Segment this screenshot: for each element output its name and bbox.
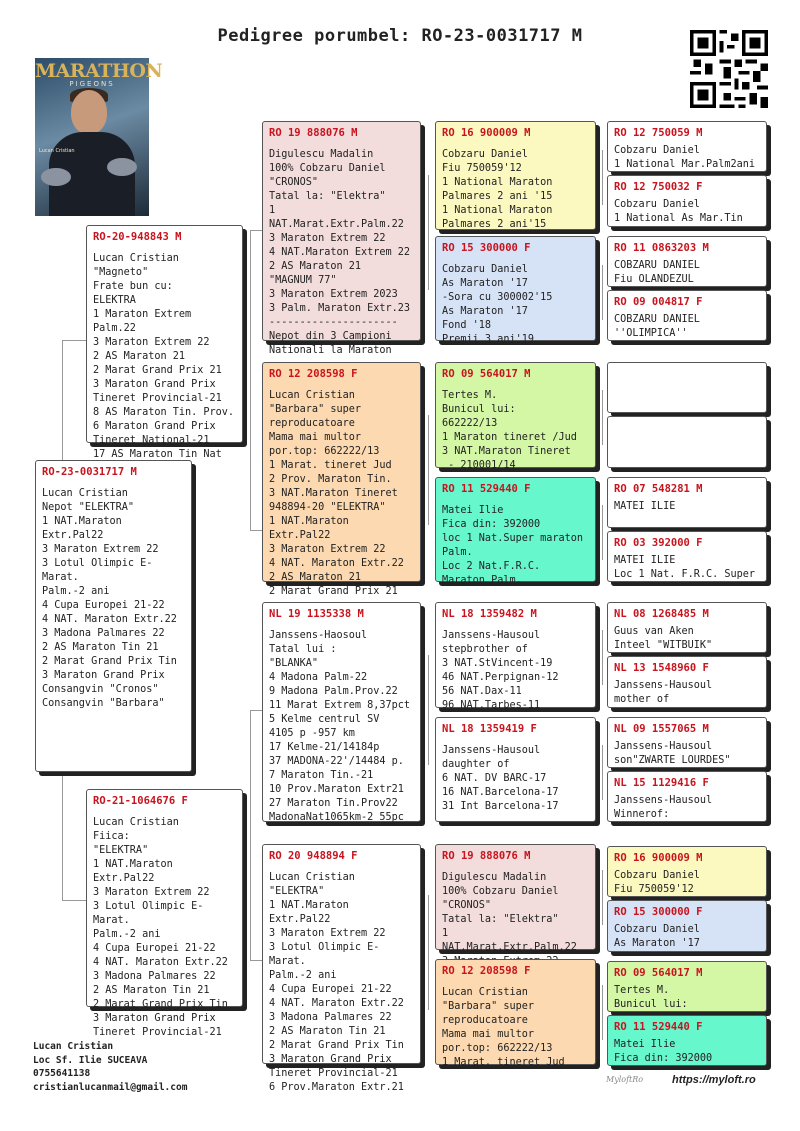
ring-number: RO 19 888076 M <box>269 127 358 139</box>
pedigree-card-sd[interactable] <box>262 362 421 597</box>
breeder-email[interactable]: cristianlucanmail@gmail.com <box>33 1081 188 1093</box>
ring-number: NL 18 1359482 M <box>442 608 537 620</box>
pedigree-card-dds[interactable] <box>435 844 596 953</box>
card-details: Cobzaru Daniel 1 National As Mar.Tin <box>614 199 743 224</box>
pedigree-card-dss[interactable] <box>435 602 596 711</box>
card-details: Tertes M. Bunicul lui: 662222/13 1 Maraton tineret /Jud 3 NAT.Maraton Tineret - 210001/14 <box>442 390 577 471</box>
breeder-phone: 0755641138 <box>33 1068 91 1079</box>
pedigree-card-g11[interactable] <box>607 717 767 768</box>
pedigree-card-sss[interactable] <box>435 121 596 230</box>
card-details: Cobzaru Daniel As Maraton '17 -Sora cu 300002'15 As Maraton '17 Fond '18 Premii 3 ani'19 <box>442 264 553 345</box>
ring-number: RO 09 564017 M <box>442 368 531 380</box>
pedigree-card-dd[interactable] <box>262 844 421 1093</box>
ring-number: RO 15 300000 F <box>442 242 531 254</box>
card-details: Janssens-Hausoul son"ZWARTE LOURDES" <box>614 741 731 766</box>
card-details: Janssens-Hausoul mother of <box>614 680 713 705</box>
card-details: Cobzaru Daniel Fiu 750059'12 <box>614 870 700 895</box>
pedigree-card-g5[interactable] <box>607 362 767 413</box>
card-details: Lucan Cristian "Magneto" Frate bun cu: ELEKTRA 1 Maraton Extrem Palm.22 3 Maraton Extrem 22 2 AS Maraton 21 2 Marat Grand Prix 21 3 Maraton Grand Prix Tineret Provincial-21 8 AS Maraton Tin. Prov. 6 Maraton Grand Prix Tineret National-21 17 AS Maraton Tin Nat <box>93 253 235 460</box>
pedigree-card-ssd[interactable] <box>435 236 596 345</box>
card-details: Guus van Aken Inteel "WITBUIK" <box>614 626 713 651</box>
pedigree-card-subject[interactable] <box>35 460 192 772</box>
card-details: Matei Ilie Fica din: 392000 <box>614 1039 713 1064</box>
ring-number: RO-20-948843 M <box>93 231 182 243</box>
website-link[interactable]: https://myloft.ro <box>672 1074 756 1086</box>
card-details: Lucan Cristian Nepot "ELEKTRA" 1 NAT.Maraton Extr.Pal22 3 Maraton Extrem 22 3 Lotul Olimpic E-Marat. Palm.-2 ani 4 Cupa Europei 21-22 4 NAT. Maraton Extr.22 3 Madona Palmares 22 2 AS Maraton Tin 21 2 Marat Grand Prix Tin 3 Maraton Grand Prix Consangvin "Cronos" Consangvin "Barbara" <box>42 488 177 709</box>
pedigree-card-g12[interactable] <box>607 771 767 822</box>
card-details: Janssens-Hausoul stepbrother of 3 NAT.StVincent-19 46 NAT.Perpignan-12 56 NAT.Dax-11 96 NAT.Tarbes-11 <box>442 630 559 711</box>
ring-number: RO 15 300000 F <box>614 906 703 918</box>
pedigree-card-g14[interactable] <box>607 900 767 952</box>
cover-caption: Lucan Cristian <box>39 148 75 154</box>
page-title: Pedigree porumbel: RO-23-0031717 M <box>217 26 583 46</box>
card-details: Tertes M. Bunicul lui: <box>614 985 688 1010</box>
card-details: Digulescu Madalin 100% Cobzaru Daniel "CRONOS" Tatal la: "Elektra" 1 NAT.Marat.Extr.Palm.22 3 Maraton Extrem 22 4 NAT.Maraton Extrem 22 2 AS Maraton 21 "MAGNUM 77" 3 Maraton Extrem 2023 3 Palm. Maraton Extr.23 --------------------- Nepot din 3 Campioni Nationali la Maraton <box>269 149 411 356</box>
pedigree-card-g2[interactable] <box>607 175 767 227</box>
ring-number: NL 15 1129416 F <box>614 777 709 789</box>
card-details: MATEI ILIE <box>614 501 676 512</box>
magazine-subtitle: PIGEONS <box>69 80 115 88</box>
card-details: Matei Ilie Fica din: 392000 loc 1 Nat.Super maraton Palm. Loc 2 Nat.F.R.C. Maraton Palm. <box>442 505 584 586</box>
pedigree-card-dam[interactable] <box>86 789 243 1038</box>
ring-number: RO 20 948894 F <box>269 850 358 862</box>
ring-number: RO 12 750032 F <box>614 181 703 193</box>
breeder-name: Lucan Cristian <box>33 1041 114 1052</box>
pedigree-card-g15[interactable] <box>607 961 767 1012</box>
ring-number: NL 13 1548960 F <box>614 662 709 674</box>
breeder-contact <box>33 1040 187 1094</box>
ring-number: RO 12 750059 M <box>614 127 703 139</box>
ring-number: RO 19 888076 M <box>442 850 531 862</box>
magazine-title: MARATHON <box>35 60 163 82</box>
ring-number: RO 09 004817 F <box>614 296 703 308</box>
card-details: Cobzaru Daniel As Maraton '17 <box>614 924 700 949</box>
pedigree-card-ds[interactable] <box>262 602 421 822</box>
card-details: COBZARU DANIEL Fiu OLANDEZUL <box>614 260 700 285</box>
pedigree-card-ddd[interactable] <box>435 959 596 1068</box>
ring-number: RO 12 208598 F <box>442 965 531 977</box>
ring-number: NL 18 1359419 F <box>442 723 537 735</box>
ring-number: RO-23-0031717 M <box>42 466 137 478</box>
card-details: Lucan Cristian Fiica: "ELEKTRA" 1 NAT.Maraton Extr.Pal22 3 Maraton Extrem 22 3 Lotul Olimpic E-Marat. Palm.-2 ani 4 Cupa Europei 21-22 4 NAT. Maraton Extr.22 3 Madona Palmares 22 2 AS Maraton Tin 21 2 Marat Grand Prix Tin 3 Maraton Grand Prix Tineret Provincial-21 <box>93 817 228 1038</box>
pedigree-card-g16[interactable] <box>607 1015 767 1066</box>
ring-number: NL 09 1557065 M <box>614 723 709 735</box>
pedigree-card-ss[interactable] <box>262 121 421 356</box>
pedigree-card-dsd[interactable] <box>435 717 596 822</box>
ring-number: RO 09 564017 M <box>614 967 703 979</box>
pedigree-card-g7[interactable] <box>607 477 767 528</box>
pedigree-card-sdd[interactable] <box>435 477 596 586</box>
ring-number: RO 11 0863203 M <box>614 242 709 254</box>
qr-code-icon <box>690 30 768 108</box>
pedigree-card-g3[interactable] <box>607 236 767 287</box>
pedigree-card-sire[interactable] <box>86 225 243 460</box>
pedigree-card-g8[interactable] <box>607 531 767 582</box>
ring-number: RO 12 208598 F <box>269 368 358 380</box>
ring-number: RO 16 900009 M <box>614 852 703 864</box>
card-details: Janssens-Hausoul daughter of 6 NAT. DV BARC-17 16 NAT.Barcelona-17 31 Int Barcelona-17 <box>442 745 559 812</box>
card-details: Cobzaru Daniel 1 National Mar.Palm2ani <box>614 145 756 170</box>
card-details: Cobzaru Daniel Fiu 750059'12 1 National Maraton Palmares 2 ani '15 1 National Maraton Palmares 2 ani'15 <box>442 149 553 230</box>
card-details: Lucan Cristian "ELEKTRA" 1 NAT.Maraton Extr.Pal22 3 Maraton Extrem 22 3 Lotul Olimpic E-Marat. Palm.-2 ani 4 Cupa Europei 21-22 4 NAT. Maraton Extr.22 3 Madona Palmares 22 2 AS Maraton Tin 21 2 Marat Grand Prix Tin 3 Maraton Grand Prix Tineret Provincial-21 6 Prov.Maraton Extr.21 <box>269 872 404 1093</box>
pedigree-card-g9[interactable] <box>607 602 767 653</box>
ring-number: RO 16 900009 M <box>442 127 531 139</box>
card-details: Digulescu Madalin 100% Cobzaru Daniel "CRONOS" Tatal la: "Elektra" 1 NAT.Marat.Extr.Palm.22 <box>442 872 577 953</box>
ring-number: RO 11 529440 F <box>614 1021 703 1033</box>
magazine-cover-photo <box>35 58 163 216</box>
pedigree-card-g4[interactable] <box>607 290 767 341</box>
pedigree-card-g1[interactable] <box>607 121 767 172</box>
card-details: COBZARU DANIEL ''OLIMPICA'' <box>614 314 700 339</box>
ring-number: NL 08 1268485 M <box>614 608 709 620</box>
breeder-address: Loc Sf. Ilie SUCEAVA <box>33 1054 148 1066</box>
pedigree-card-sds[interactable] <box>435 362 596 471</box>
card-details: MATEI ILIE Loc 1 Nat. F.R.C. Super <box>614 555 756 580</box>
ring-number: RO-21-1064676 F <box>93 795 188 807</box>
card-details: Lucan Cristian "Barbara" super reproducatoare Mama mai multor por.top: 662222/13 1 Marat. tineret Jud 2 Prov. Maraton Tin. 3 NAT.Maraton Tineret 948894-20 "ELEKTRA" 1 NAT.Maraton Extr.Pal22 3 Maraton Extrem 22 4 NAT. Maraton Extr.22 2 AS Maraton 21 2 Marat Grand Prix 21 <box>269 390 404 597</box>
ring-number: RO 11 529440 F <box>442 483 531 495</box>
card-details: Janssens-Haosoul Tatal lui : "BLANKA" 4 Madona Palm-22 9 Madona Palm.Prov.22 11 Marat Extrem 8,37pct 5 Kelme centrul SV 4105 p -957 km 17 Kelme-21/14184p 37 MADONA-22'/14484 p. 7 Maraton Tin.-21 10 Prov.Maraton Extr21 27 Maraton Tin.Prov22 MadonaNat1065km-2 55pc <box>269 630 411 823</box>
pedigree-card-g6[interactable] <box>607 416 767 468</box>
pedigree-card-g13[interactable] <box>607 846 767 897</box>
card-details: Lucan Cristian "Barbara" super reproducatoare Mama mai multor por.top: 662222/13 1 Marat. tineret Jud <box>442 987 565 1068</box>
ring-number: RO 03 392000 F <box>614 537 703 549</box>
ring-number: NL 19 1135338 M <box>269 608 364 620</box>
ring-number: RO 07 548281 M <box>614 483 703 495</box>
signature: MyloftRo <box>606 1075 644 1084</box>
card-details: Janssens-Hausoul Winnerof: <box>614 795 713 820</box>
pedigree-card-g10[interactable] <box>607 656 767 708</box>
